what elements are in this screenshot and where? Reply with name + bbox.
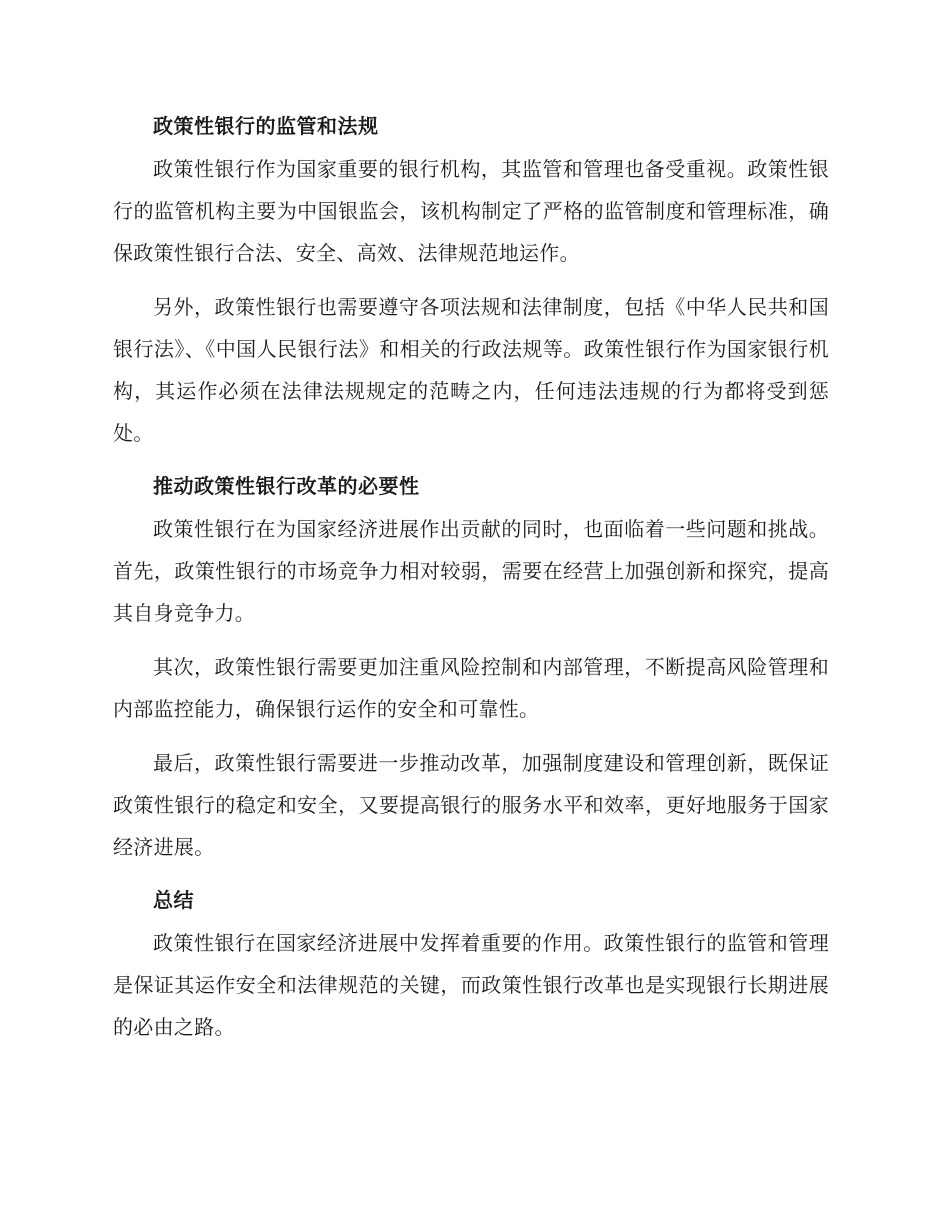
paragraph: 政策性银行作为国家重要的银行机构，其监管和管理也备受重视。政策性银行的监管机构主要为中国银监会，该机构制定了严格的监管制度和管理标准，确保政策性银行合法、安全、高效、法律规范地运作。 — [113, 157, 829, 265]
paragraph: 另外，政策性银行也需要遵守各项法规和法律制度，包括《中华人民共和国银行法》、《中国人民银行法》和相关的行政法规等。政策性银行作为国家银行机构，其运作必须在法律法规规定的范畴之内，任何违法违规的行为都将受到惩处。 — [113, 295, 829, 445]
section-heading-summary: 总结 — [153, 888, 194, 912]
paragraph: 最后，政策性银行需要进一步推动改革，加强制度建设和管理创新，既保证政策性银行的稳定和安全，又要提高银行的服务水平和效率，更好地服务于国家经济进展。 — [113, 751, 829, 859]
paragraph: 其次，政策性银行需要更加注重风险控制和内部管理，不断提高风险管理和内部监控能力，确保银行运作的安全和可靠性。 — [113, 655, 829, 721]
document-body — [113, 106, 829, 1060]
paragraph: 政策性银行在国家经济进展中发挥着重要的作用。政策性银行的监管和管理是保证其运作安全和法律规范的关键，而政策性银行改革也是实现银行长期进展的必由之路。 — [113, 931, 829, 1039]
section-heading-regulation: 政策性银行的监管和法规 — [153, 114, 379, 138]
section-heading-reform: 推动政策性银行改革的必要性 — [153, 474, 420, 498]
paragraph: 政策性银行在为国家经济进展作出贡献的同时，也面临着一些问题和挑战。首先，政策性银行的市场竞争力相对较弱，需要在经营上加强创新和探究，提高其自身竞争力。 — [113, 517, 829, 625]
